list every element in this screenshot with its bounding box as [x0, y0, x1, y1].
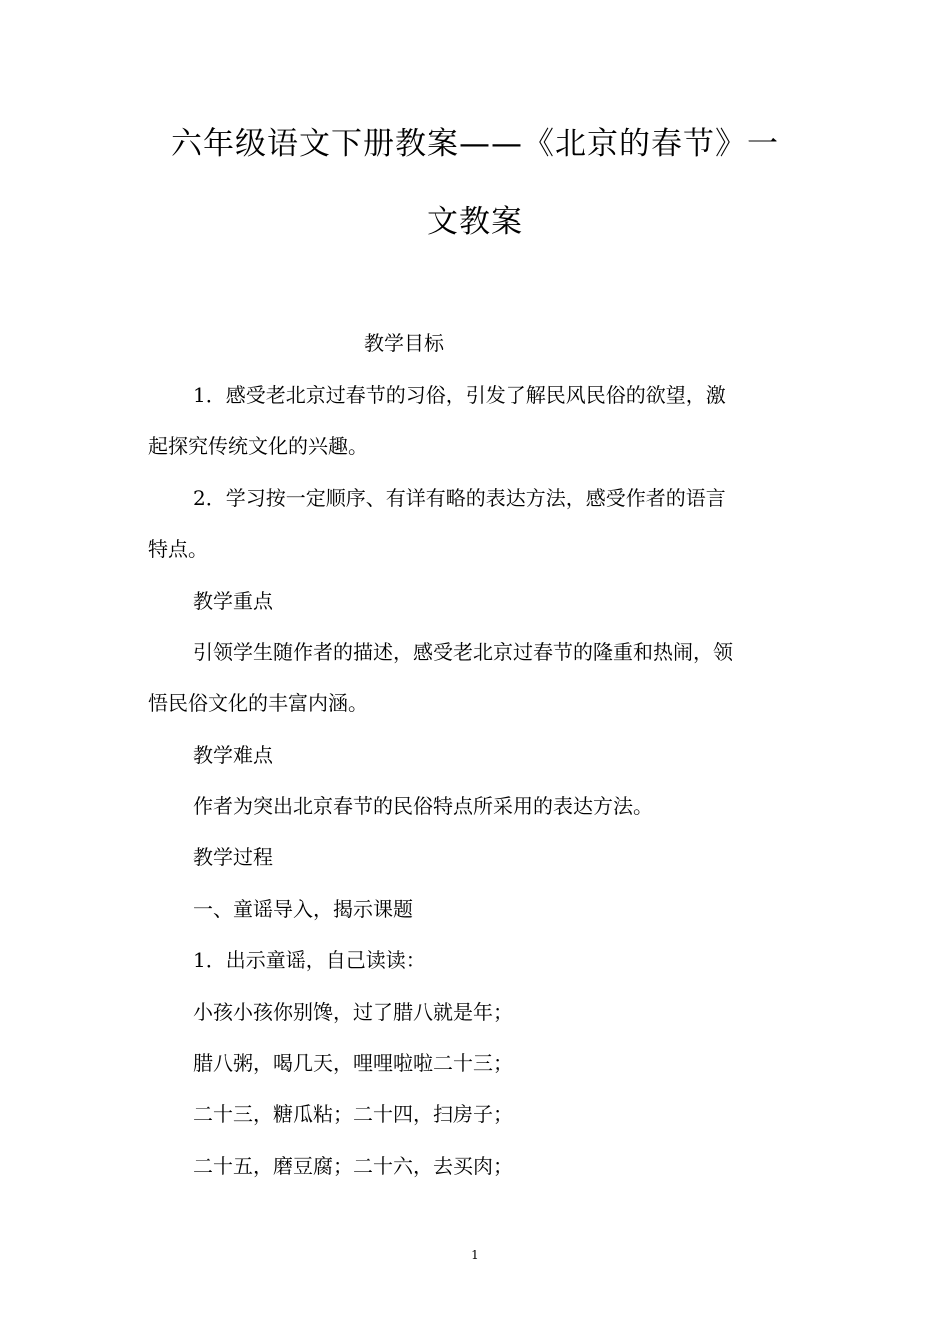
section-heading-key-points: 教学重点 — [193, 589, 273, 613]
goal-1-text: 感受老北京过春节的习俗，引发了解民风民俗的欲望，激 — [225, 383, 726, 407]
document-title-line-2: 文教案 — [427, 204, 523, 240]
rhyme-intro-text: 出示童谣，自己读读： — [225, 948, 426, 972]
rhyme-intro-number: 1． — [193, 948, 226, 972]
section-heading-goals: 教学目标 — [364, 331, 444, 355]
rhyme-line-4: 二十五，磨豆腐；二十六，去买肉； — [193, 1154, 513, 1178]
rhyme-line-2: 腊八粥，喝几天，哩哩啦啦二十三； — [193, 1051, 513, 1075]
goal-1-line-1 — [193, 381, 726, 409]
goal-1-number: 1． — [193, 383, 226, 407]
page-number: 1 — [471, 1248, 479, 1262]
document-title-line-1: 六年级语文下册教案——《北京的春节》一 — [171, 126, 779, 162]
section-heading-process: 教学过程 — [193, 845, 273, 869]
goal-2-line-2: 特点。 — [148, 537, 208, 561]
process-step-1: 一、童谣导入，揭示课题 — [193, 897, 413, 921]
rhyme-line-1: 小孩小孩你别馋，过了腊八就是年； — [193, 1000, 513, 1024]
section-heading-difficulties: 教学难点 — [193, 743, 273, 767]
rhyme-line-3: 二十三，糖瓜粘；二十四，扫房子； — [193, 1102, 513, 1126]
key-points-line-2: 悟民俗文化的丰富内涵。 — [148, 691, 368, 715]
goal-2-line-1 — [193, 484, 726, 512]
goal-2-number: 2． — [193, 486, 226, 510]
rhyme-intro — [193, 946, 426, 974]
key-points-line-1: 引领学生随作者的描述，感受老北京过春节的隆重和热闹，领 — [193, 640, 733, 664]
goal-2-text: 学习按一定顺序、有详有略的表达方法，感受作者的语言 — [225, 486, 726, 510]
goal-1-line-2: 起探究传统文化的兴趣。 — [148, 434, 368, 458]
difficulties-line-1: 作者为突出北京春节的民俗特点所采用的表达方法。 — [193, 794, 653, 818]
